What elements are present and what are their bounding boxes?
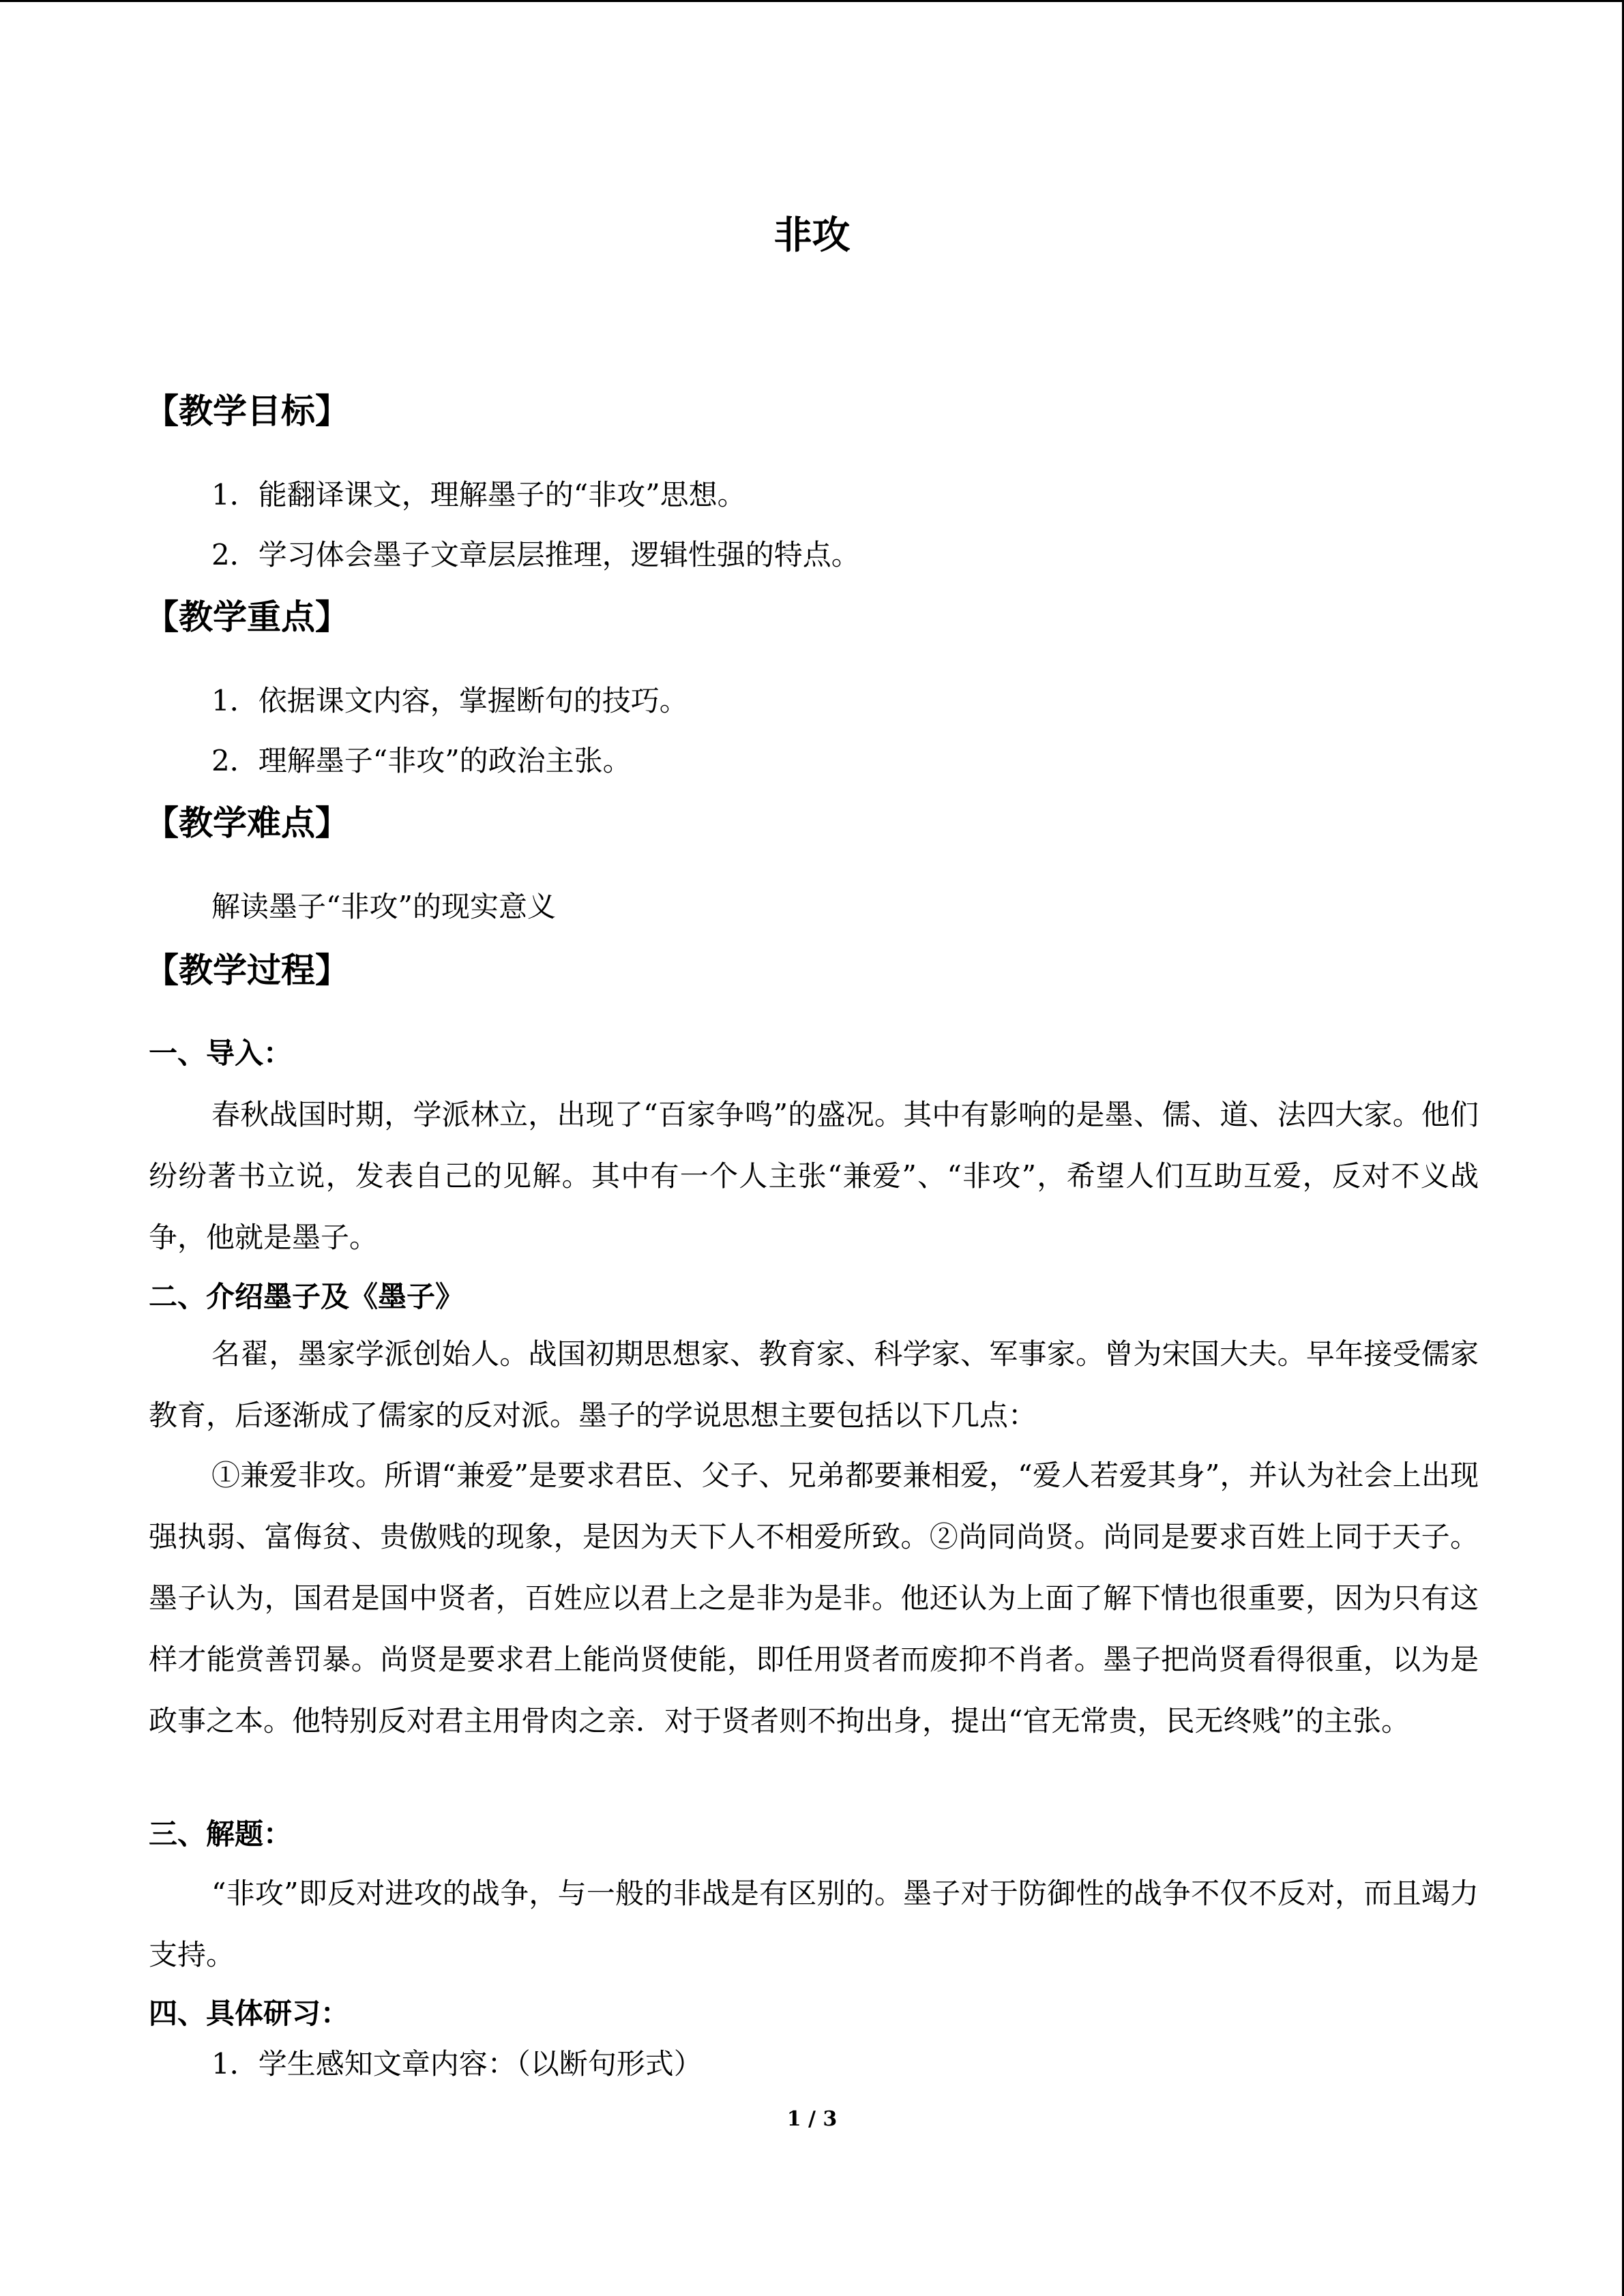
document-title: 非攻 [773,213,851,258]
process-part1-heading: 一、导入： [149,1037,293,1070]
section-heading-difficulties: 【教学难点】 [145,803,349,843]
process-part2-heading: 二、介绍墨子及《墨子》 [149,1280,464,1313]
process-part2-text1: 名翟，墨家学派创始人。战国初期思想家、教育家、科学家、军事家。曾为宋国大夫。早年接受儒家教育，后逐渐成了儒家的反对派。墨子的学说思想主要包括以下几点： [149,1337,1479,1432]
process-part1-text: 春秋战国时期，学派林立，出现了“百家争鸣”的盛况。其中有影响的是墨、儒、道、法四大家。他们纷纷著书立说，发表自己的见解。其中有一个人主张“兼爱”、“非攻”，希望人们互助互爱，反对不义战争，他就是墨子。 [149,1098,1479,1254]
page-border-top [0,0,1624,2]
page-number: 1 / 3 [786,2107,838,2131]
process-part3-text: “非攻”即反对进攻的战争，与一般的非战是有区别的。墨子对于防御性的战争不仅不反对，而且竭力支持。 [149,1877,1479,1971]
section-heading-process: 【教学过程】 [145,950,349,990]
process-part3-heading: 三、解题： [149,1817,293,1851]
section-heading-key-points: 【教学重点】 [145,597,349,637]
process-part4-heading: 四、具体研习： [149,1997,350,2030]
key-point-item: 2．理解墨子“非攻”的政治主张。 [211,744,632,777]
section-heading-objectives: 【教学目标】 [145,391,349,431]
objective-item: 2．学习体会墨子文章层层推理，逻辑性强的特点。 [211,538,860,571]
process-part4-item: 1．学生感知文章内容：（以断句形式） [211,2047,703,2081]
objective-item: 1．能翻译课文，理解墨子的“非攻”思想。 [211,478,746,511]
process-part2-text2: ①兼爱非攻。所谓“兼爱”是要求君臣、父子、兄弟都要兼相爱，“爱人若爱其身”，并认为社会上出现强执弱、富侮贫、贵傲贱的现象，是因为天下人不相爱所致。②尚同尚贤。尚同是要求百姓上同于天子。墨子认为，国君是国中贤者，百姓应以君上之是非为是非。他还认为上面了解下情也很重要，因为只有这样才能赏善罚暴。尚贤是要求君上能尚贤使能，即任用贤者而废抑不肖者。墨子把尚贤看得很重，以为是政事之本。他特别反对君主用骨肉之亲．对于贤者则不拘出身，提出“官无常贵，民无终贱”的主张。 [149,1459,1479,1738]
key-point-item: 1．依据课文内容，掌握断句的技巧。 [211,684,688,717]
difficulty-text: 解读墨子“非攻”的现实意义 [211,890,556,923]
